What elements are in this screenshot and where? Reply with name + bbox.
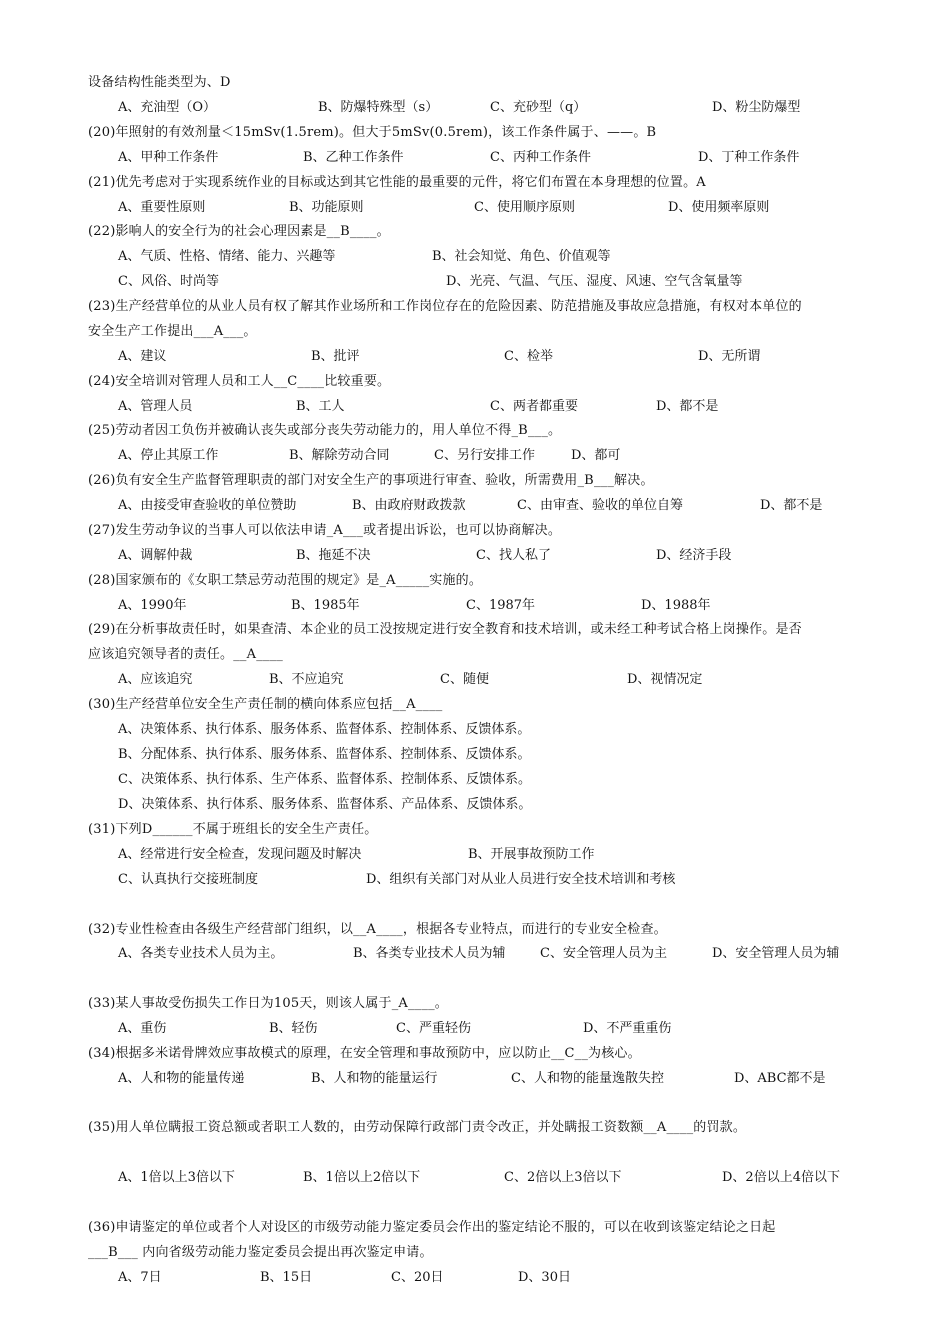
answer-option: B、由政府财政拨款 bbox=[352, 498, 466, 513]
answer-option: C、充砂型（q） bbox=[490, 100, 587, 115]
question-stem-line: (24)安全培训对管理人员和工人__C____比较重要。 bbox=[88, 374, 391, 389]
answer-option: A、1倍以上3倍以下 bbox=[118, 1170, 235, 1185]
answer-option: D、2倍以上4倍以下 bbox=[722, 1170, 840, 1185]
answer-option: A、1990年 bbox=[118, 598, 187, 613]
answer-option: A、建议 bbox=[118, 349, 167, 364]
question-stem-line: (36)申请鉴定的单位或者个人对设区的市级劳动能力鉴定委员会作出的鉴定结论不服的，可以在收到该鉴定结论之日起 bbox=[88, 1220, 776, 1235]
answer-option: D、无所谓 bbox=[698, 349, 761, 364]
question-stem-line: (23)生产经营单位的从业人员有权了解其作业场所和工作岗位存在的危险因素、防范措施及事故应急措施，有权对本单位的 bbox=[88, 299, 802, 314]
question-stem-line: (31)下列D______不属于班组长的安全生产责任。 bbox=[88, 822, 378, 837]
answer-option: D、不严重重伤 bbox=[583, 1021, 672, 1036]
answer-option: C、使用顺序原则 bbox=[474, 200, 575, 215]
answer-option: B、各类专业技术人员为辅 bbox=[353, 946, 506, 961]
answer-option: B、分配体系、执行体系、服务体系、监督体系、控制体系、反馈体系。 bbox=[118, 747, 531, 762]
question-stem-line: 应该追究领导者的责任。__A____ bbox=[88, 647, 283, 662]
answer-option: A、甲种工作条件 bbox=[118, 150, 219, 165]
answer-option: A、充油型（O） bbox=[118, 100, 217, 115]
answer-option: D、安全管理人员为辅 bbox=[712, 946, 840, 961]
answer-option: A、应该追究 bbox=[118, 672, 193, 687]
answer-option: D、都不是 bbox=[760, 498, 823, 513]
answer-option: A、重伤 bbox=[118, 1021, 167, 1036]
answer-option: A、经常进行安全检查，发现问题及时解决 bbox=[118, 847, 362, 862]
answer-option: D、1988年 bbox=[641, 598, 711, 613]
answer-option: A、停止其原工作 bbox=[118, 448, 219, 463]
answer-option: A、调解仲裁 bbox=[118, 548, 193, 563]
question-stem-line: (22)影响人的安全行为的社会心理因素是__B____。 bbox=[88, 224, 390, 239]
question-stem-line: (30)生产经营单位安全生产责任制的横向体系应包括__A____ bbox=[88, 697, 443, 712]
answer-option: D、ABC都不是 bbox=[734, 1071, 826, 1086]
question-stem-line: (20)年照射的有效剂量＜15mSv(1.5rem)。但大于5mSv(0.5rem)，该工作条件属于、——。B bbox=[88, 125, 657, 140]
answer-option: B、开展事故预防工作 bbox=[468, 847, 595, 862]
answer-option: D、都不是 bbox=[656, 399, 719, 414]
answer-option: B、批评 bbox=[311, 349, 360, 364]
answer-option: C、随便 bbox=[440, 672, 489, 687]
answer-option: B、1倍以上2倍以下 bbox=[303, 1170, 421, 1185]
answer-option: A、管理人员 bbox=[118, 399, 193, 414]
answer-option: C、检举 bbox=[504, 349, 553, 364]
question-stem-line: 设备结构性能类型为、D bbox=[88, 75, 231, 90]
answer-option: A、7日 bbox=[118, 1270, 162, 1285]
question-stem-line: (33)某人事故受伤损失工作日为105天，则该人属于_A____。 bbox=[88, 996, 448, 1011]
answer-option: C、由审查、验收的单位自筹 bbox=[517, 498, 683, 513]
answer-option: B、防爆特殊型（s） bbox=[318, 100, 439, 115]
answer-option: C、另行安排工作 bbox=[434, 448, 535, 463]
answer-option: C、安全管理人员为主 bbox=[540, 946, 667, 961]
answer-option: D、粉尘防爆型 bbox=[712, 100, 801, 115]
answer-option: C、人和物的能量逸散失控 bbox=[511, 1071, 664, 1086]
answer-option: D、30日 bbox=[518, 1270, 571, 1285]
answer-option: A、气质、性格、情绪、能力、兴趣等 bbox=[118, 249, 336, 264]
answer-option: B、社会知觉、角色、价值观等 bbox=[432, 249, 611, 264]
question-stem-line: (25)劳动者因工负伤并被确认丧失或部分丧失劳动能力的，用人单位不得_B___。 bbox=[88, 423, 562, 438]
answer-option: D、都可 bbox=[571, 448, 621, 463]
answer-option: C、决策体系、执行体系、生产体系、监督体系、控制体系、反馈体系。 bbox=[118, 772, 531, 787]
answer-option: B、不应追究 bbox=[269, 672, 344, 687]
answer-option: D、组织有关部门对从业人员进行安全技术培训和考核 bbox=[366, 872, 676, 887]
answer-option: C、两者都重要 bbox=[490, 399, 578, 414]
question-stem-line: (21)优先考虑对于实现系统作业的目标或达到其它性能的最重要的元件，将它们布置在本身理想的位置。A bbox=[88, 175, 706, 190]
answer-option: C、2倍以上3倍以下 bbox=[504, 1170, 622, 1185]
answer-option: C、丙种工作条件 bbox=[490, 150, 591, 165]
answer-option: B、人和物的能量运行 bbox=[311, 1071, 438, 1086]
answer-option: A、由接受审查验收的单位赞助 bbox=[118, 498, 297, 513]
question-stem-line: 安全生产工作提出___A___。 bbox=[88, 324, 257, 339]
question-stem-line: (26)负有安全生产监督管理职责的部门对安全生产的事项进行审查、验收，所需费用_B___解决。 bbox=[88, 473, 654, 488]
answer-option: C、认真执行交接班制度 bbox=[118, 872, 258, 887]
answer-option: C、找人私了 bbox=[476, 548, 551, 563]
answer-option: A、各类专业技术人员为主。 bbox=[118, 946, 284, 961]
answer-option: A、决策体系、执行体系、服务体系、监督体系、控制体系、反馈体系。 bbox=[118, 722, 531, 737]
answer-option: B、拖延不决 bbox=[296, 548, 371, 563]
question-stem-line: (34)根据多米诺骨牌效应事故模式的原理，在安全管理和事故预防中，应以防止__C__为核心。 bbox=[88, 1046, 641, 1061]
question-stem-line: (28)国家颁布的《女职工禁忌劳动范围的规定》是_A_____实施的。 bbox=[88, 573, 483, 588]
answer-option: C、严重轻伤 bbox=[396, 1021, 471, 1036]
answer-option: D、丁种工作条件 bbox=[698, 150, 800, 165]
answer-option: D、决策体系、执行体系、服务体系、监督体系、产品体系、反馈体系。 bbox=[118, 797, 532, 812]
question-stem-line: (29)在分析事故责任时，如果查清、本企业的员工没按规定进行安全教育和技术培训，或未经工种考试合格上岗操作。是否 bbox=[88, 622, 802, 637]
question-stem-line: ___B___ 内向省级劳动能力鉴定委员会提出再次鉴定申请。 bbox=[88, 1245, 433, 1260]
answer-option: B、功能原则 bbox=[289, 200, 364, 215]
answer-option: C、风俗、时尚等 bbox=[118, 274, 219, 289]
question-stem-line: (32)专业性检查由各级生产经营部门组织，以__A____，根据各专业特点，而进行的专业安全检查。 bbox=[88, 922, 667, 937]
answer-option: B、轻伤 bbox=[269, 1021, 318, 1036]
answer-option: C、20日 bbox=[391, 1270, 444, 1285]
answer-option: B、工人 bbox=[296, 399, 345, 414]
answer-option: D、视情况定 bbox=[627, 672, 703, 687]
answer-option: D、光亮、气温、气压、湿度、风速、空气含氧量等 bbox=[446, 274, 743, 289]
answer-option: D、经济手段 bbox=[656, 548, 732, 563]
answer-option: A、重要性原则 bbox=[118, 200, 206, 215]
answer-option: B、15日 bbox=[260, 1270, 313, 1285]
answer-option: B、1985年 bbox=[291, 598, 360, 613]
answer-option: C、1987年 bbox=[466, 598, 536, 613]
answer-option: B、解除劳动合同 bbox=[289, 448, 390, 463]
question-stem-line: (35)用人单位瞒报工资总额或者职工人数的，由劳动保障行政部门责令改正，并处瞒报工资数额__A____的罚款。 bbox=[88, 1120, 747, 1135]
answer-option: D、使用频率原则 bbox=[668, 200, 770, 215]
answer-option: B、乙种工作条件 bbox=[303, 150, 404, 165]
question-stem-line: (27)发生劳动争议的当事人可以依法申请_A___或者提出诉讼，也可以协商解决。 bbox=[88, 523, 562, 538]
answer-option: A、人和物的能量传递 bbox=[118, 1071, 245, 1086]
